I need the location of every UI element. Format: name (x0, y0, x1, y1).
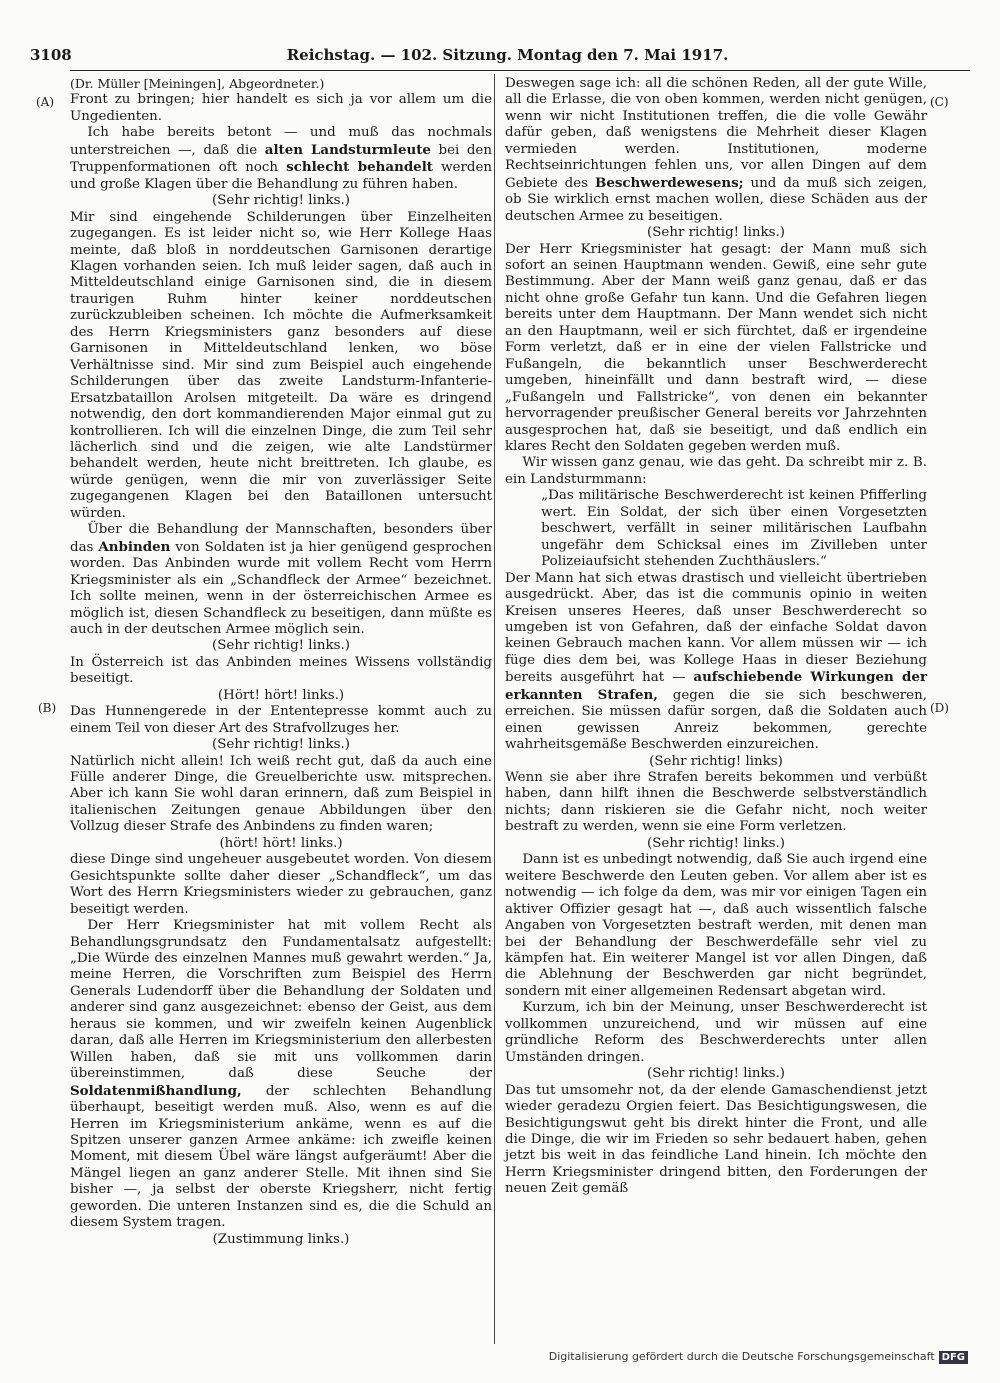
interjection: (Sehr richtig! links) (649, 753, 783, 769)
page-header (30, 46, 985, 68)
paragraph: Das tut umsomehr not, da der elende Gamaschendienst jetzt wieder geradezu Orgien feiert. Das Besichtigungswesen, die Besichtigungswut geht bis direkt hinter die Front, und alle die Dinge, die wir im Frieden so sehr bedauert haben, gehen jetzt bis weit in das feindliche Land hinein. Ich möchte den Herrn Kriegsminister dringend bitten, den Forderungen der neuen Zeit gemäß (505, 1082, 927, 1197)
block-quote: „Das militärische Beschwerderecht ist keinen Pfifferling wert. Ein Soldat, der sich über einen Vorgesetzten beschwert, verfällt in seiner militärischen Laufbahn ungefähr dem Schicksal eines im Zivilleben unter Polizeiaufsicht stehenden Zuchthäuslers.“ (541, 488, 927, 570)
paragraph: Dann ist es unbedingt notwendig, daß Sie auch irgend eine weitere Beschwerde den Leuten geben. Vor allem aber ist es notwendig — ich folge da dem, was mir vor einigen Tagen ein aktiver Offizier gesagt hat —, daß auch wissentlich falsche Angaben von Vorgesetzten bestraft werden, mit denen man bei der Behandlung der Beschwerdefälle sehr viel zu kämpfen hat. Ein weiterer Mangel ist vor allen Dingen, daß die Ablehnung der Beschwerden gar nicht begründet, sondern mit einer allgemeinen Redensart abgetan wird. (505, 852, 927, 999)
interjection: (Sehr richtig! links.) (212, 737, 350, 753)
interjection: (Sehr richtig! links.) (212, 638, 350, 654)
emphasis: Beschwerdewesens; (595, 174, 744, 191)
header-rule (70, 70, 970, 71)
page-title: Reichstag. — 102. Sitzung. Montag den 7. Mai 1917. (286, 46, 729, 64)
page-number: 3108 (30, 46, 72, 64)
paragraph: Kurzum, ich bin der Meinung, unser Beschwerderecht ist vollkommen unzureichend, und wir müssen auf eine gründliche Reform des Beschwerderechts unter allen Umständen dringen. (505, 1000, 927, 1065)
emphasis: alten Landsturmleute (264, 141, 431, 158)
interjection: (Sehr richtig! links.) (647, 1066, 785, 1082)
emphasis: aufschiebende Wirkungen der erkannten Strafen, (505, 669, 927, 703)
interjection: (Hört! hört! links.) (217, 687, 345, 703)
paragraph: Deswegen sage ich: all die schönen Reden, all der gute Wille, all die Erlasse, die von oben kommen, werden nicht genügen, wenn wir nicht Institutionen treffen, die die volle Gewähr dafür geben, daß wenigstens die Mehrheit dieser Klagen vermieden werden. Institutionen, moderne Rechtseinrichtungen fehlen uns, vor allen Dingen auf dem Gebiete des Beschwerdewesens; und da muß sich zeigen, ob Sie wirklich ernst machen wollen, diese Schäden aus der deutschen Armee zu beseitigen. (505, 76, 927, 224)
footer-text: Digitalisierung gefördert durch die Deutsche Forschungsgemeinschaft (548, 1350, 935, 1363)
emphasis: schlecht behandelt (286, 159, 433, 176)
paragraph: Ich habe bereits betont — und muß das nochmals unterstreichen —, daß die alten Landsturmleute bei den Truppenformationen oft noch schlecht behandelt werden und große Klagen über die Behandlung zu führen haben. (70, 125, 492, 192)
paragraph: Wir wissen ganz genau, wie das geht. Da schreibt mir z. B. ein Landsturmmann: (505, 455, 927, 487)
paragraph: Der Herr Kriegsminister hat gesagt: der Mann muß sich sofort an seinen Hauptmann wenden. Gewiß, eine sehr gute Bestimmung. Aber der Mann weiß ganz genau, daß er das nicht ohne große Gefahr tun kann. Und die Gefahren liegen bereits unter dem Hauptmann. Der Mann wendet sich nicht an den Hauptmann, weil er sich fürchtet, daß er irgendeine Form verletzt, daß er in eine der vielen Fallstricke und Fußangeln, die bekanntlich unser Beschwerderecht umgeben, hineinfällt und dann bestraft wird, — diese „Fußangeln und Fallstricke“, von denen ein bekannter hervorragender preußischer General bereits vor Jahrzehnten ausgesprochen hat, daß sie beseitigt, und daß endlich ein klares Recht den Soldaten gegeben werden muß. (505, 241, 927, 454)
paragraph: Über die Behandlung der Mannschaften, besonders über das Anbinden von Soldaten ist ja hier genügend gesprochen worden. Das Anbinden wurde mit vollem Recht vom Herrn Kriegsminister als ein „Schandfleck der Armee“ bezeichnet. Ich sollte meinen, wenn in der österreichischen Armee es möglich ist, diesen Schandfleck zu beseitigen, dann müßte es auch in der deutschen Armee möglich sein. (70, 522, 492, 637)
column-divider (494, 74, 495, 1344)
left-column (70, 76, 492, 1248)
paragraph: Der Mann hat sich etwas drastisch und vielleicht übertrieben ausgedrückt. Aber, das ist die communis opinio in weiten Kreisen unseres Heeres, daß unser Beschwerderecht so umgeben ist von Gefahren, daß der einfache Soldat davon keinen Gebrauch machen kann. Vor allem müssen wir — ich füge dies dem bei, was Kollege Haas in dieser Beziehung bereits ausgeführt hat — aufschiebende Wirkungen der erkannten Strafen, gegen die sie sich beschweren, erreichen. Sie müssen dafür sorgen, daß die Soldaten auch einen gewissen Anreiz bekommen, gerechte wahrheitsgemäße Beschwerden einzureichen. (505, 570, 927, 753)
paragraph: Mir sind eingehende Schilderungen über Einzelheiten zugegangen. Es ist leider nicht so, wie Herr Kollege Haas meinte, daß bloß in norddeutschen Garnisonen derartige Klagen vorhanden seien. Ich muß leider sagen, daß auch in Mitteldeutschland einige Garnisonen sind, die in diesem traurigen Ruhm hinter keiner norddeutschen zurückzubleiben scheinen. Ich möchte die Aufmerksamkeit des Herrn Kriegsministers ganz besonders auf diese Garnisonen in Mitteldeutschland lenken, wo böse Verhältnisse sind. Mir sind zum Beispiel auch eingehende Schilderungen über das zweite Landsturm-Infanterie-Ersatzbataillon Arolsen mitgeteilt. Da wäre es dringend notwendig, den dort kommandierenden Major einmal gut zu kontrollieren. Ich will die einzelnen Dinge, die zum Teil sehr lächerlich sind und die zeigen, wie alte Landstürmer behandelt werden, heute nicht breittreten. Ich glaube, es würde genügen, wenn die mir von zuverlässiger Seite zugegangenen Klagen bei den Bataillonen untersucht würden. (70, 209, 492, 521)
paragraph: Wenn sie aber ihre Strafen bereits bekommen und verbüßt haben, dann hilft ihnen die Beschwerde selbstverständlich nichts; dann riskieren sie die Gefahr nicht, noch weiter bestraft zu werden, wenn sie eine Form verletzen. (505, 770, 927, 835)
interjection: (hört! hört! links.) (219, 835, 343, 851)
interjection: (Sehr richtig! links.) (212, 193, 350, 209)
margin-marker-b: (B) (38, 701, 57, 715)
footer (549, 1350, 968, 1364)
dfg-logo: DFG (939, 1351, 968, 1364)
speaker-line: (Dr. Müller [Meiningen], Abgeordneter.) (70, 76, 325, 91)
interjection: (Sehr richtig! links.) (647, 225, 785, 241)
right-column (505, 76, 927, 1198)
paragraph: Der Herr Kriegsminister hat mit vollem Recht als Behandlungsgrundsatz den Fundamentalsatz aufgestellt: „Die Würde des einzelnen Mannes muß gewahrt werden.“ Ja, meine Herren, die Vorschriften zum Beispiel des Herrn Generals Ludendorff über die Behandlung der Soldaten und anderer sind ganz ausgezeichnet: ebenso der Geist, aus dem heraus sie kommen, und wir zweifeln keinen Augenblick daran, daß alle Herren im Kriegsministerium den allerbesten Willen haben, daß sie mit uns vollkommen darin übereinstimmen, daß diese Seuche der Soldatenmißhandlung, der schlechten Behandlung überhaupt, beseitigt werden muß. Also, wenn es auf die Herren im Kriegsministerium ankäme, wenn es auf die Spitzen unserer ganzen Armee ankäme: ich zweifle keinen Moment, mit diesem Übel wäre längst aufgeräumt! Aber die Mängel liegen an ganz anderer Stelle. Mit ihnen sind Sie bisher —, ja selbst der oberste Kriegsherr, nicht fertig geworden. Die unteren Instanzen sind es, die die Schuld an diesem System tragen. (70, 918, 492, 1231)
margin-marker-c: (C) (930, 95, 949, 109)
paragraph: Natürlich nicht allein! Ich weiß recht gut, daß da auch eine Fülle anderer Dinge, die Greuelberichte usw. mitsprechen. Aber ich kann Sie wohl daran erinnern, daß zum Beispiel in italienischen Zeitungen genaue Abbildungen über den Vollzug dieser Strafe des Anbindens zu finden waren; (70, 753, 492, 835)
emphasis: Anbinden (98, 538, 171, 555)
margin-marker-a: (A) (36, 95, 55, 109)
emphasis: Soldatenmißhandlung, (70, 1082, 242, 1099)
interjection: (Zustimmung links.) (212, 1231, 350, 1247)
paragraph: Das Hunnengerede in der Ententepresse kommt auch zu einem Teil von dieser Art des Strafvollzuges her. (70, 704, 492, 736)
paragraph: In Österreich ist das Anbinden meines Wissens vollständig beseitigt. (70, 654, 492, 687)
paragraph: Front zu bringen; hier handelt es sich ja vor allem um die Ungedienten. (70, 92, 492, 124)
paragraph: diese Dinge sind ungeheuer ausgebeutet worden. Von diesem Gesichtspunkte sollte daher dieser „Schandfleck“, um das Wort des Herrn Kriegsministers wieder zu gebrauchen, ganz beseitigt werden. (70, 852, 492, 917)
interjection: (Sehr richtig! links.) (647, 835, 785, 851)
margin-marker-d: (D) (930, 701, 949, 715)
